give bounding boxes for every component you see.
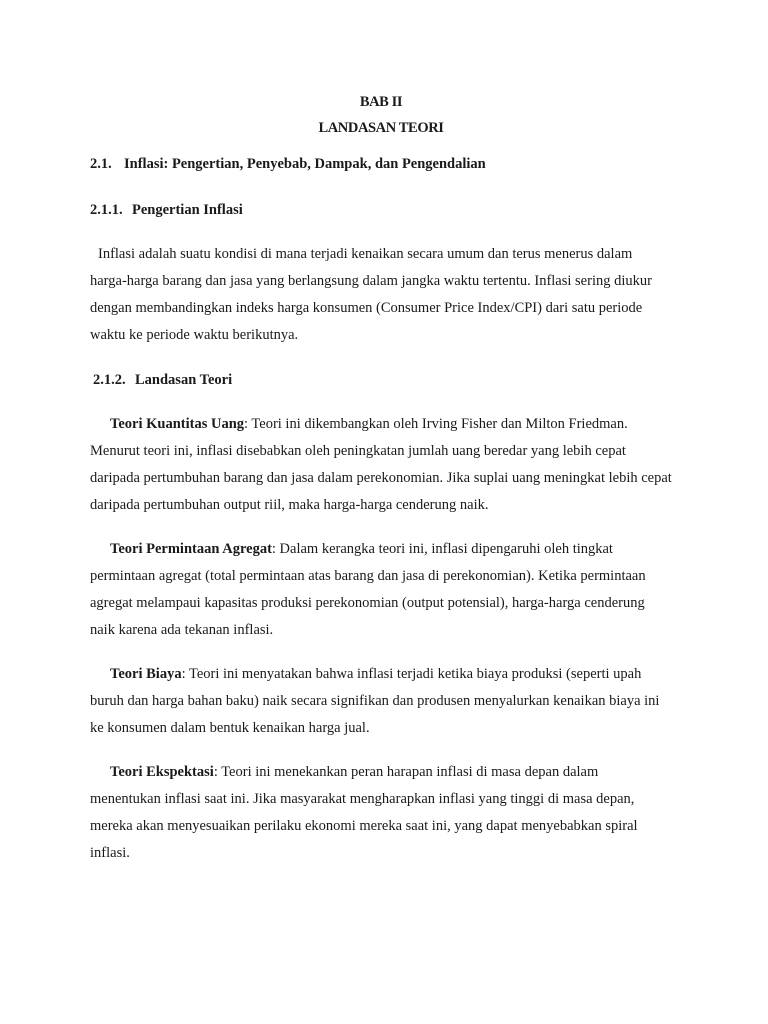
theory-name: Teori Ekspektasi (110, 764, 214, 780)
theory-paragraph-cost (90, 661, 672, 742)
chapter-title: LANDASAN TEORI (318, 120, 444, 136)
theory-text: : Teori ini menekankan peran harapan inflasi di masa depan dalam menentukan inflasi saat ini. Jika masyarakat mengharapkan inflasi yang tinggi di masa depan, mereka akan menyesuaikan perilaku ekonomi mereka saat ini, yang dapat menyebabkan spiral inflasi. (90, 764, 638, 861)
theory-text: : Dalam kerangka teori ini, inflasi dipengaruhi oleh tingkat permintaan agregat (total permintaan atas barang dan jasa di perekonomian). Ketika permintaan agregat melampaui kapasitas produksi perekonomian (output potensial), harga-harga cenderung naik karena ada tekanan inflasi. (90, 541, 646, 638)
theory-name: Teori Kuantitas Uang (110, 416, 245, 432)
definition-paragraph: Inflasi adalah suatu kondisi di mana terjadi kenaikan secara umum dan terus menerus dalam harga-harga barang dan jasa yang berlangsung dalam jangka waktu tertentu. Inflasi sering diukur dengan membandingkan indeks harga konsumen (Consumer Price Index/CPI) dari satu periode waktu ke periode waktu berikutnya. (90, 246, 652, 343)
theory-text: : Teori ini dikembangkan oleh Irving Fisher dan Milton Friedman. Menurut teori ini, inflasi disebabkan oleh peningkatan jumlah uang beredar yang lebih cepat daripada pertumbuhan barang dan jasa dalam perekonomian. Jika suplai uang meningkat lebih cepat daripada pertumbuhan output riil, maka harga-harga cenderung naik. (90, 416, 672, 513)
theory-paragraph-expectation (90, 759, 672, 867)
section-2-1-2-number: 2.1.2. (93, 372, 126, 388)
section-2-1-number: 2.1. (90, 156, 112, 172)
section-2-1-heading (90, 156, 486, 173)
section-2-1-2-heading (93, 372, 232, 389)
section-2-1-2-title: Landasan Teori (135, 372, 233, 388)
theory-name: Teori Biaya (110, 666, 182, 682)
theory-text: : Teori ini menyatakan bahwa inflasi terjadi ketika biaya produksi (seperti upah buruh dan harga bahan baku) naik secara signifikan dan produsen menyalurkan kenaikan biaya ini ke konsumen dalam bentuk kenaikan harga jual. (90, 666, 660, 736)
theory-name: Teori Permintaan Agregat (110, 541, 272, 557)
chapter-label: BAB II (359, 94, 403, 110)
section-2-1-1-title: Pengertian Inflasi (132, 202, 243, 218)
section-2-1-title: Inflasi: Pengertian, Penyebab, Dampak, dan Pengendalian (124, 156, 486, 172)
section-2-1-1-heading (90, 202, 243, 219)
theory-paragraph-quantity (90, 411, 672, 519)
theory-paragraph-aggregate-demand (90, 536, 672, 644)
section-2-1-1-number: 2.1.1. (90, 202, 123, 218)
